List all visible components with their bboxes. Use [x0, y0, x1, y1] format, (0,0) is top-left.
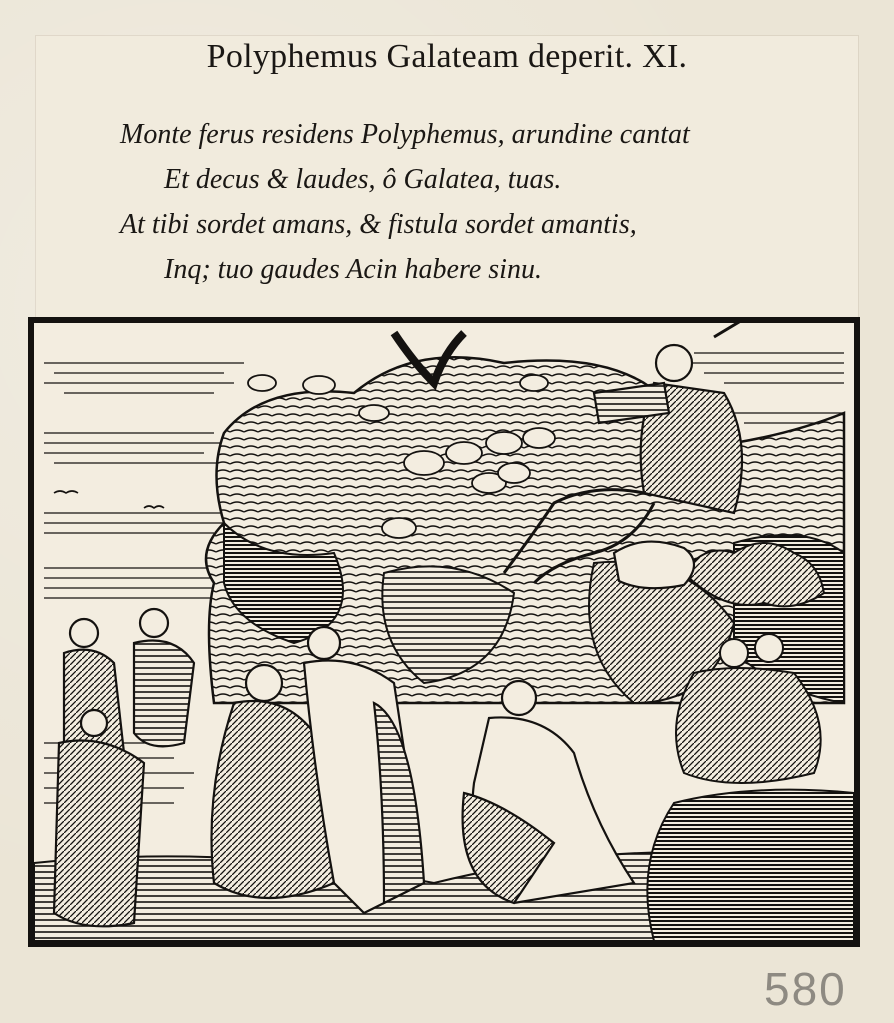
- verse-block: [120, 112, 820, 292]
- shelfmark-number: 580: [764, 963, 847, 1015]
- woodcut-illustration: [28, 317, 860, 947]
- verse-line-2: Et decus & laudes, ô Galatea, tuas.: [164, 164, 562, 195]
- verse-line-4: Inq; tuo gaudes Acin habere sinu.: [164, 254, 542, 285]
- woodcut-scene: [34, 323, 854, 941]
- verse-line-3: At tibi sordet amans, & fistula sordet amantis,: [120, 209, 637, 240]
- verse-line-1: Monte ferus residens Polyphemus, arundine cantat: [120, 119, 690, 150]
- page-title: Polyphemus Galateam deperit. XI.: [206, 38, 688, 75]
